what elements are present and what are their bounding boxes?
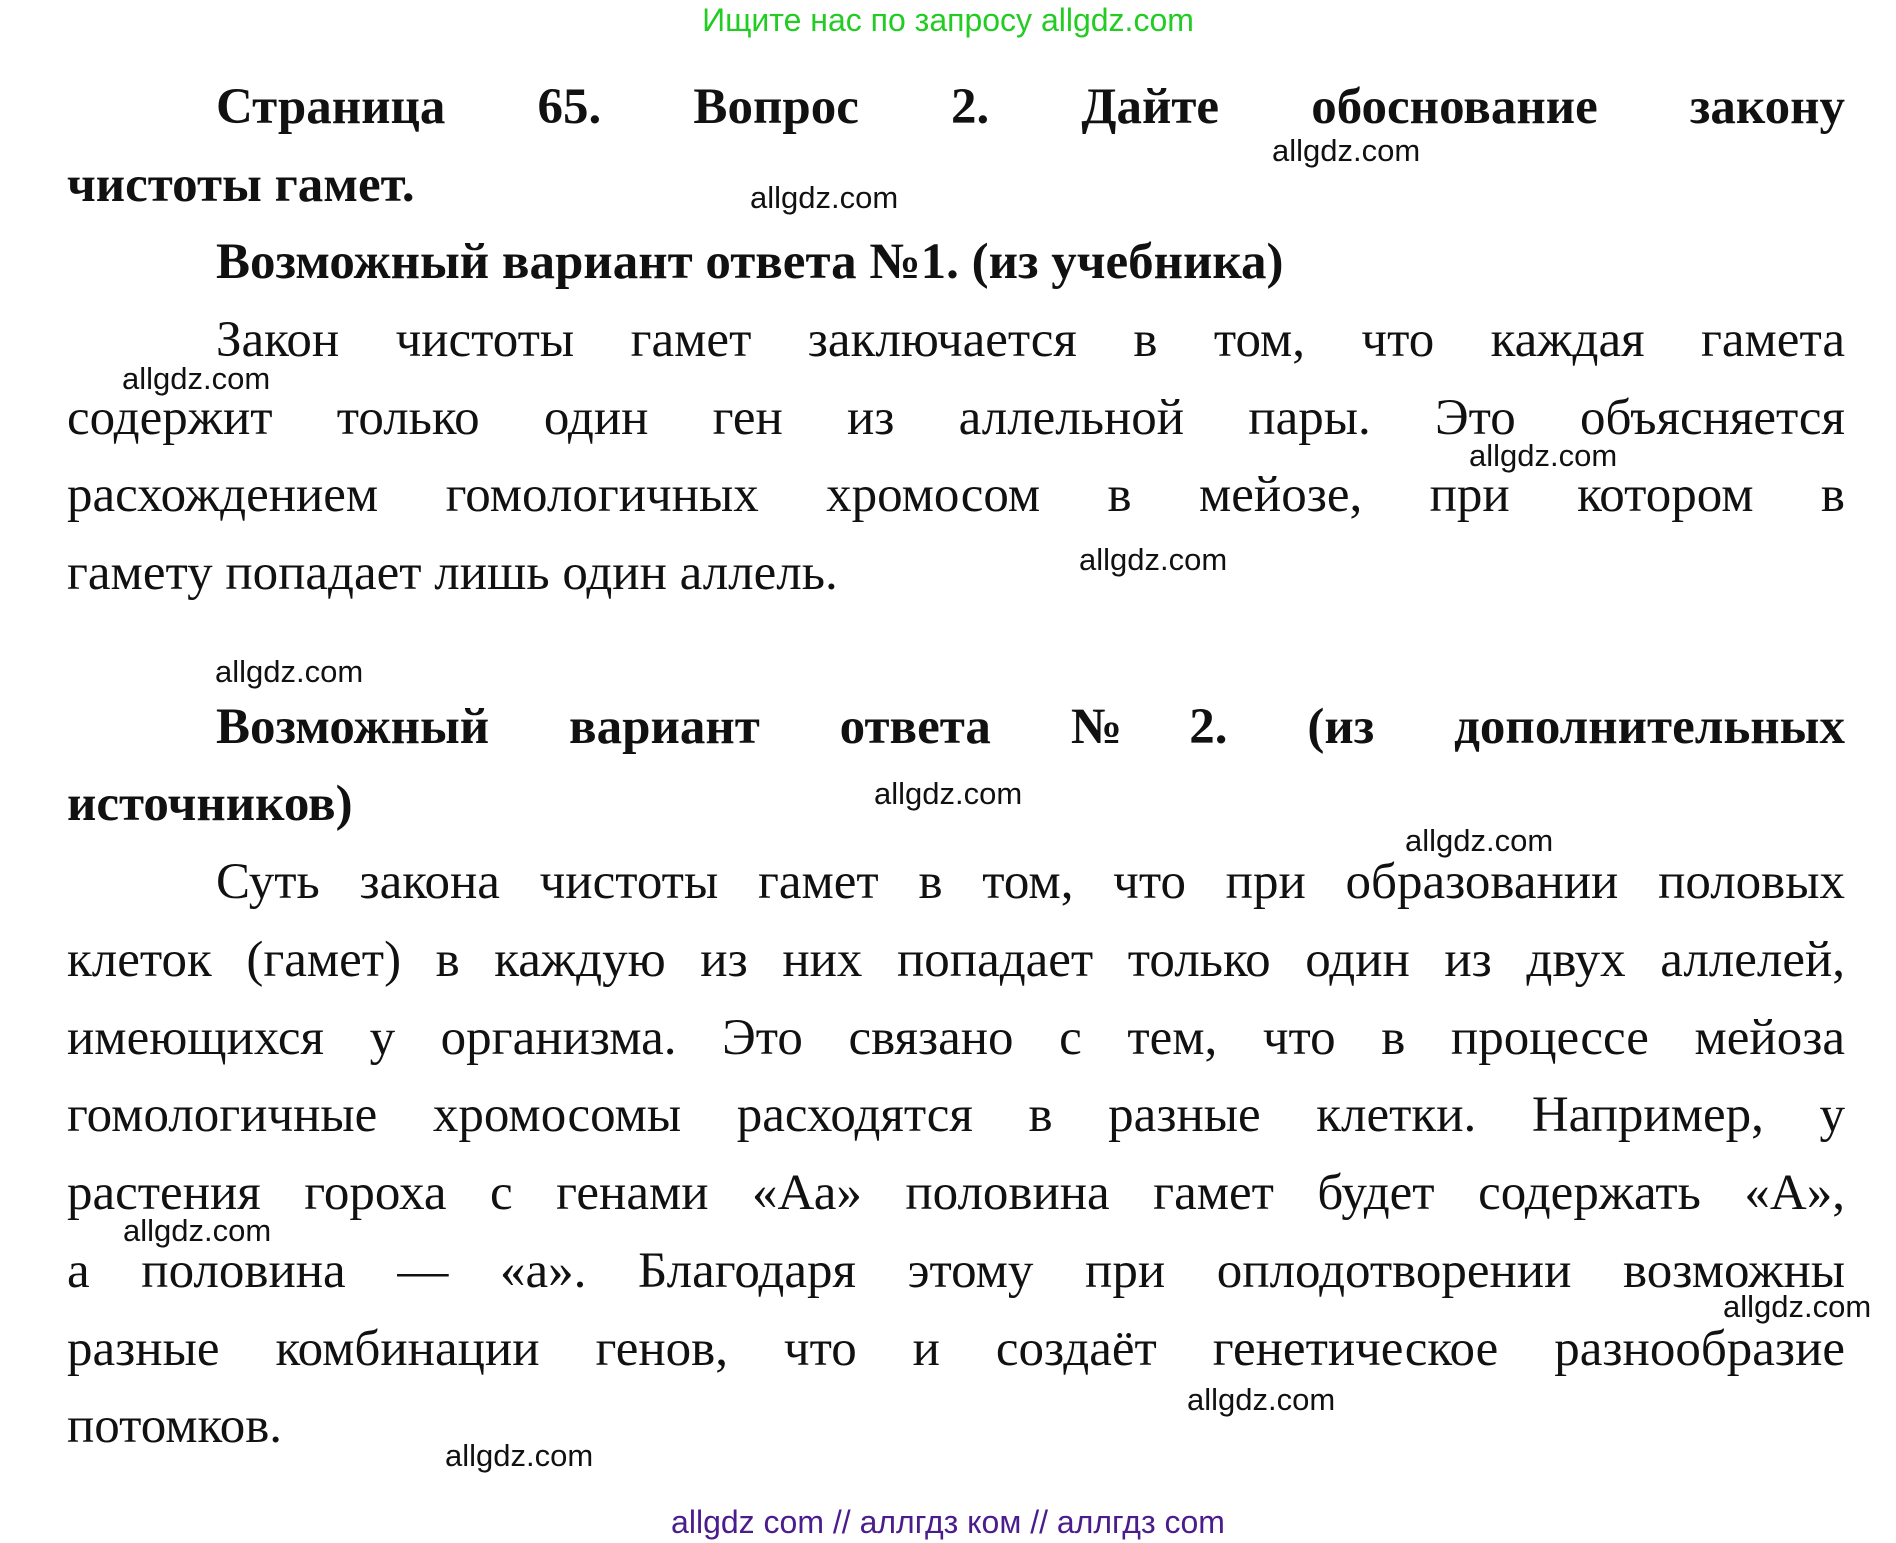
watermark: allgdz.com — [874, 776, 1023, 811]
answer2-title: источников) — [67, 776, 353, 832]
watermark: allgdz.com — [1187, 1382, 1336, 1417]
answer2-line: растения гороха с генами «Аа» половина гамет будет содержать «А», — [67, 1165, 1845, 1221]
answer1-line: Закон чистоты гамет заключается в том, что каждая гамета — [216, 312, 1845, 368]
watermark: allgdz.com — [1272, 133, 1421, 168]
watermark: allgdz.com — [1405, 823, 1554, 858]
answer1-title: Возможный вариант ответа №1. (из учебника) — [216, 234, 1284, 290]
watermark: allgdz.com — [123, 1213, 272, 1248]
answer2-line: имеющихся у организма. Это связано с тем, что в процессе мейоза — [67, 1010, 1845, 1066]
watermark: allgdz.com — [445, 1438, 594, 1473]
answer2-line: потомков. — [67, 1398, 283, 1454]
answer2-line: гомологичные хромосомы расходятся в разные клетки. Например, у — [67, 1087, 1845, 1143]
answer2-line: Суть закона чистоты гамет в том, что при образовании половых — [216, 854, 1845, 910]
watermark: allgdz.com — [122, 361, 271, 396]
watermark: allgdz.com — [750, 180, 899, 215]
watermark: allgdz.com — [1469, 438, 1618, 473]
answer2-line: клеток (гамет) в каждую из них попадает только один из двух аллелей, — [67, 932, 1845, 988]
answer1-line: расхождением гомологичных хромосом в мейозе, при котором в — [67, 467, 1845, 523]
answer2-title: Возможный вариант ответа №2. (из дополнительных — [216, 699, 1845, 755]
answer2-line: а половина — «а». Благодаря этому при оплодотворении возможны — [67, 1243, 1845, 1299]
header-banner: Ищите нас по запросу allgdz.com — [702, 2, 1194, 38]
watermark: allgdz.com — [1079, 542, 1228, 577]
question-line: Страница 65. Вопрос 2. Дайте обоснование закону — [216, 79, 1845, 135]
watermark: allgdz.com — [215, 654, 364, 689]
answer2-line: разные комбинации генов, что и создаёт генетическое разнообразие — [67, 1321, 1845, 1377]
answer1-line: содержит только один ген из аллельной пары. Это объясняется — [67, 390, 1845, 446]
watermark: allgdz.com — [1723, 1289, 1872, 1324]
question-line: чистоты гамет. — [67, 157, 415, 213]
answer1-line: гамету попадает лишь один аллель. — [67, 545, 838, 601]
footer-banner: allgdz com // аллгдз ком // аллгдз com — [671, 1504, 1225, 1540]
